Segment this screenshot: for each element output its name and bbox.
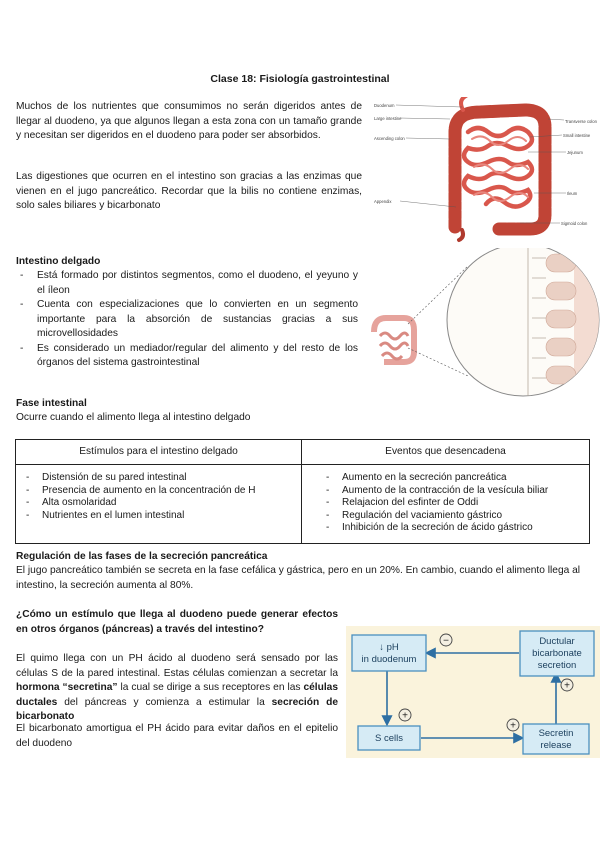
plus-sign-text: +: [402, 710, 408, 722]
table-header-stimuli: Estímulos para el intestino delgado: [16, 440, 302, 465]
list-item: - Cuenta con especializaciones que lo convierten en un segmento importante para la absorción de sustancias gracias a sus microvellosidades: [16, 298, 358, 342]
phase-heading: Fase intestinal: [16, 398, 87, 409]
stimuli-events-table: [15, 439, 590, 544]
ductular-line-3: secretion: [537, 660, 577, 671]
question-paragraph-2: El bicarbonato amortigua el PH ácido para evitar daños en el epitelio del duodeno: [16, 723, 338, 749]
plus-sign-text: +: [564, 680, 570, 692]
bicarbonate-secretion-text: secreción de bicarbonato: [16, 696, 338, 722]
ductal-cells-text: células ductales: [16, 682, 338, 708]
small-intestine-thumbnail: [374, 318, 414, 362]
question-paragraph-1: [16, 652, 338, 725]
list-item: - Presencia de aumento en la concentración de H: [22, 485, 295, 498]
page-title: Clase 18: Fisiología gastrointestinal: [210, 73, 390, 85]
text-span: la cual se dirige a sus receptores en las: [117, 682, 304, 693]
list-item: - Inhibición de la secreción de ácido gástrico: [322, 522, 583, 535]
secretin-line-2: release: [540, 740, 572, 751]
list-item: - Distensión de su pared intestinal: [22, 472, 295, 485]
list-item: - Alta osmolaridad: [22, 497, 295, 510]
small-intestine-shape: [464, 128, 532, 207]
villi-magnification-figure: [368, 248, 600, 398]
stimuli-cell: [16, 465, 302, 544]
ductular-line-2: bicarbonate: [532, 648, 582, 659]
text-span: El quimo llega con un PH ácido al duodeno será sensado por las células S de la pared intestinal. Estas células comienzan a secretar la: [16, 653, 338, 679]
list-item: - Regulación del vaciamiento gástrico: [322, 510, 583, 523]
low-ph-line-2: in duodenum: [361, 654, 417, 665]
label-small-intestine: Small intestine: [563, 133, 591, 138]
label-ascending-colon: Ascending colon: [374, 136, 405, 141]
secretin-feedback-diagram: [346, 626, 600, 758]
secretin-hormone-text: hormona “secretina”: [16, 682, 118, 693]
events-cell: [302, 465, 590, 544]
low-ph-line-1: ↓ pH: [379, 642, 399, 653]
label-duodenum: Duodenum: [374, 103, 395, 108]
list-item: - Relajacion del esfinter de Oddi: [322, 497, 583, 510]
regulation-text: El jugo pancreático también se secreta en la fase cefálica y gástrica, pero en un 20%. En cambio, cuando el alimento llega al intestino, la secreción aumenta al 80%.: [16, 565, 581, 591]
minus-sign-text: −: [443, 635, 449, 647]
intestine-anatomy-figure: [370, 97, 600, 245]
text-span: del páncreas y comienza a estimular la: [57, 696, 272, 708]
intro-paragraph-1: Muchos de los nutrientes que consumimos no serán digeridos antes de llegar al duodeno, ya que algunos llegan a esta zona con un tamaño grande y necesitan ser digeridos en el duodeno para poder ser absorbidos.: [16, 101, 362, 141]
list-item: - Nutrientes en el lumen intestinal: [22, 510, 295, 523]
intro-paragraph-2: Las digestiones que ocurren en el intestino son gracias a las enzimas que vienen en el jugo pancreático. Recordar que la bilis no contiene enzimas, solo sales biliares y bicarbonato: [16, 171, 362, 211]
s-cells-label: S cells: [375, 733, 403, 744]
label-transverse-colon: Transverse colon: [565, 119, 597, 124]
plus-sign-text: +: [510, 720, 516, 732]
secretin-line-1: Secretin: [538, 728, 574, 739]
list-item: - Aumento de la contracción de la vesícula biliar: [322, 485, 583, 498]
list-item: - Está formado por distintos segmentos, como el duodeno, el yeyuno y el íleon: [16, 269, 358, 298]
question-heading: ¿Cómo un estímulo que llega al duodeno puede generar efectos en otros órganos (páncreas) a través del intestino?: [16, 609, 338, 635]
low-ph-box: [352, 635, 426, 671]
small-intestine-heading: Intestino delgado: [16, 256, 101, 267]
table-header-events: Eventos que desencadena: [302, 440, 590, 465]
list-item: - Aumento en la secreción pancreática: [322, 472, 583, 485]
list-item: - Es considerado un mediador/regular del alimento y del resto de los órganos del sistema gastrointestinal: [16, 342, 358, 371]
regulation-heading: Regulación de las fases de la secreción pancreática: [16, 551, 268, 562]
phase-text: Ocurre cuando el alimento llega al intestino delgado: [16, 412, 251, 423]
small-intestine-list: [16, 269, 358, 371]
ductular-line-1: Ductular: [539, 636, 575, 647]
label-sigmoid-colon: Sigmoid colon: [561, 221, 588, 226]
label-large-intestine: Large intestine: [374, 116, 402, 121]
label-appendix: Appendix: [374, 199, 392, 204]
label-jejunum: Jejunum: [567, 150, 583, 155]
label-ileum: Ileum: [567, 191, 578, 196]
